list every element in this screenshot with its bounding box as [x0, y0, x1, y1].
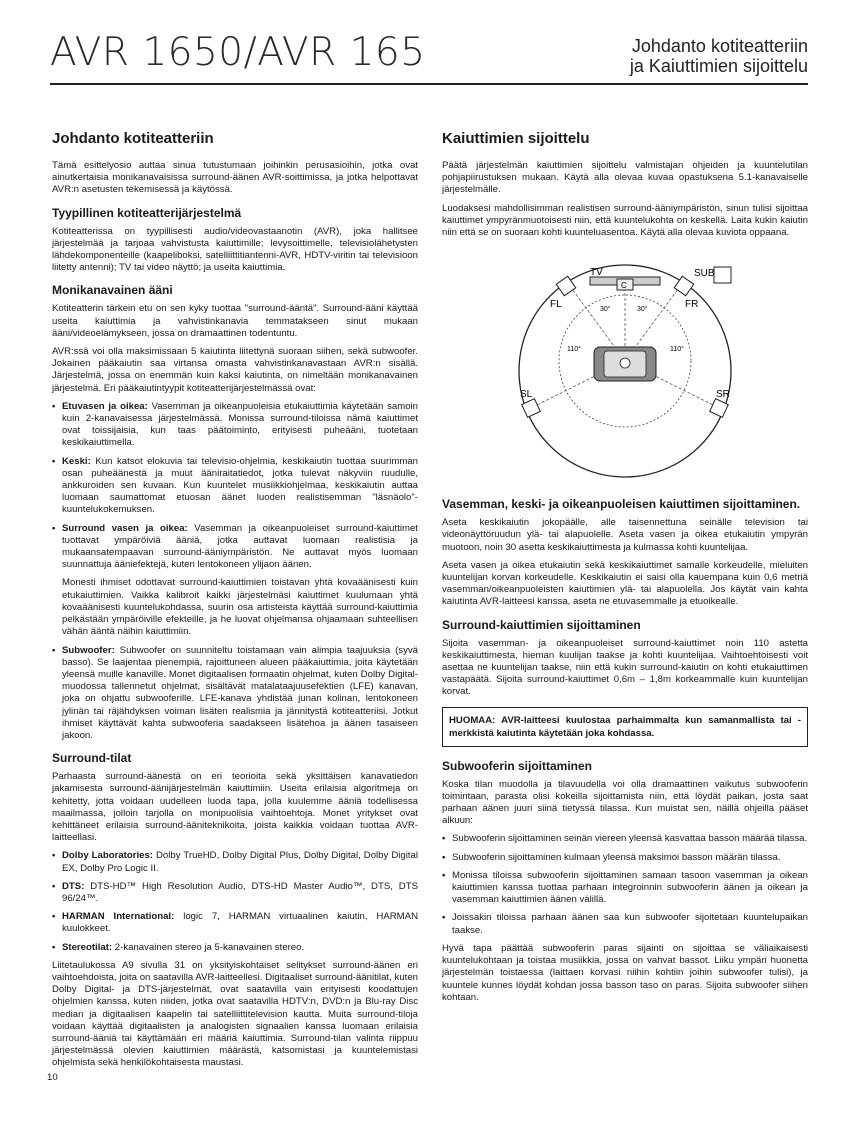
list-item-text: Kun katsot elokuvia tai televisio-ohjelmia, keskikaiutin tuottaa suurimman osan puheäänestä ja muut ääniraitatiedot, jotka tulevat näkyviin ruudulle, ankkuroiden sen kuvaan. Kun kuuntelet musiikkiohjelmaa, keskikaiutin auttaa luomaan saumattomat etuosan äänet luoden realistisemman "läsnäolo"-kuuntelukokemuksen. [62, 455, 418, 516]
list-item-text: logic 7, HARMAN virtuaalinen kaiutin, HARMAN kuulokkeet. [62, 911, 418, 935]
list-item [52, 645, 418, 743]
list-item-text: 2-kanavainen stereo ja 5-kanavainen stereo. [112, 941, 305, 953]
front-paragraph-1: Aseta keskikaiutin jokopäälle, alle taisennettuna seinälle television tai videonäyttöruudun ylä- tai alapuolelle. Aseta vasen ja oikea etukaiutin ympyrän muotoon, noin 30 asetta keskikaiuttimesta ja kulmassa kohti kuuntelijaa. [442, 517, 808, 553]
modes-paragraph-2: Liitetaulukossa A9 sivulla 31 on yksityiskohtaiset selitykset surround-äänen eri vaihtoehdoista, joita on saatavilla AVR-laitteellesi. Digitaaliset surround-äänitilat, kuten Dolby Digital- ja DTS-järjestelmät, ovat saatavilla vain erityisesti koodattujen ohjelmien kanssa, kuten niiden, jotka ovat saatavilla HDTV:n, DVD:n ja Blu-ray Disc median ja digitaalisen kaapelin tai satelliittitelevision kautta. Muita surround-tiloja voidaan käyttää digitaalisten ja analogisten signaalien kanssa luomaan erilaisia surround-ääniä tai käyttämään eri määriä kaiuttimia. Surround-tilan valinta riippuu järjestelmässä olevien kaiuttimien määrästä, katsomistasi ja kuuntelemistasi ohjelmista sekä henkilökohtaisesta maustasi. [52, 959, 418, 1069]
left-title: Johdanto kotiteatteriin [52, 130, 214, 147]
list-item-lead: DTS: [62, 880, 85, 892]
modes-list [52, 850, 418, 953]
section-header-line2: ja Kaiuttimien sijoittelu [629, 56, 808, 76]
section-header [630, 36, 808, 76]
model-title: AVR 1650/AVR 165 [50, 30, 426, 75]
typical-paragraph: Kotiteatterissa on tyypillisesti audio/videovastaanotin (AVR), joka hallitsee järjestelmää ja tarjoaa vahvistusta kaiuttimille; levysoittimelle, televisiolähetysten lähdekomponenteille (kaapeliboksi, satelliittitiantenni-AVR, HDTV-viritin tai televisioon liitetty antenni); TV tai video näyttö; ja useita kaiuttimia. [52, 225, 418, 274]
list-item-text: Vasemman ja oikeanpuoleisia etukaiuttimia käytetään samoin kuin 2-kanavaisessa järjestelmässä. Monissa surround-tiloissa nämä kaiuttimet ovat toissijaisia, kun taas päätoiminto, erityisesti puheääni, tuotetaan keskikaiuttimella. [62, 400, 419, 449]
list-item [52, 456, 418, 517]
list-item [52, 523, 418, 572]
listener-head [620, 358, 630, 368]
modes-heading: Surround-tilat [52, 751, 132, 766]
label-sl: SL [520, 389, 533, 401]
multi-paragraph-2: AVR:ssä voi olla maksimissaan 5 kaiutinta liitettynä suoraan siihen, sekä subwoofer. Jokainen pääkaiutin saa virtansa omasta vahvistinkanavastaan AVR:n sisällä. Järjestelmä, jossa on enemmän kuin kaksi kaiutinta, on nimeltään monikanavainen järjestelmä. Eri pääkaiutintyypit kotiteatterijärjestelmässä ovat: [52, 346, 418, 394]
list-item-lead: Subwoofer: [62, 644, 115, 656]
list-item: • Subwooferin sijoittaminen kulmaan yleensä maksimoi basson määrän tilassa. [442, 852, 808, 864]
label-angle-sl: 110° [567, 346, 581, 354]
sl-speaker [522, 399, 541, 418]
multi-heading: Monikanavainen ääni [52, 283, 173, 298]
list-item [52, 881, 418, 905]
label-angle-left: 30° [600, 306, 611, 314]
sr-speaker [710, 399, 729, 418]
sub-heading: Subwooferin sijoittaminen [442, 758, 593, 773]
label-tv: TV [590, 267, 603, 279]
page-number: 10 [47, 1072, 58, 1083]
speaker-placement-diagram [442, 249, 808, 481]
label-c: C [621, 281, 627, 291]
sub-list [442, 833, 808, 936]
right-title: Kaiuttimien sijoittelu [442, 130, 590, 147]
label-fr: FR [685, 299, 699, 311]
label-sub: SUB [694, 268, 715, 280]
right-column [442, 130, 808, 1010]
surround-paragraph: Sijoita vasemman- ja oikeanpuoleiset surround-kaiuttimet noin 110 astetta keskikaiuttimesta, hieman kuulijan taakse ja kohti kuuntelijaa. Vaihtoehtoisesti voit asettaa ne kuuntelijan taakse, niin että kukin surround-kaiutin on kohti etukaiuttimen vastapäätä. Sijoita surround-kaiuttimet 0,6m – 1,8m korkeammalle kuin kuuntelijan korvat. [442, 637, 808, 698]
list-item-text: Dolby TrueHD, Dolby Digital Plus, Dolby Digital, Dolby Digital EX, Dolby Pro Logic II. [62, 850, 418, 874]
front-paragraph-2: Aseta vasen ja oikea etukaiutin sekä keskikaiuttimet samalle korkeudelle, mieluiten kuuntelijan korvan korkeudelle. Keskikaiutin ei saisi olla kauempana kuin 0,6 metriä vasemman/oikeanpuoleisten kaiuttimien ylä- tai alapuolella. Jos käytät vain kahta kaiutinta AVR-laitteesi kanssa, aseta ne etuvasemmalle ja etuoikealle. [442, 559, 808, 608]
label-sr: SR [716, 389, 730, 401]
surround-heading: Surround-kaiuttimien sijoittaminen [442, 617, 641, 632]
list-item [52, 401, 418, 450]
list-item-text: DTS-HD™ High Resolution Audio, DTS-HD Master Audio™, DTS, DTS 96/24™. [62, 880, 418, 904]
modes-paragraph-1: Parhaasta surround-äänestä on eri teorioita sekä yksittäisen kanavatiedon jakamisesta surround-äänijärjestelmän kaiuttimiin. Useita erilaisia algoritmeja on kehitetty, jotta voidaan uudelleen luoda tapa, jolla kuulemme ääniä todellisessa maailmassa, jolloin tarjolla on monipuolisia vaihtoehtoja. Monet yritykset ovat kehittäneet erilaisia surround-ääniteknikoita, joista kaikkia voidaan tuottaa AVR-laitteellasi. [52, 771, 418, 844]
list-item-text: Vasemman ja oikeanpuoleiset surround-kaiuttimet tuottavat ympäröiviä ääniä, jotka auttavat luomaan realistisia ja mukaansatempaavan surround-ääniympäristön. Ne auttavat myös luomaan suunnattuja ääniefektejä, kuten lentokoneen ylijaon äänen. [62, 522, 418, 571]
list-item-lead: Dolby Laboratories: [62, 850, 153, 862]
label-angle-sr: 110° [670, 346, 684, 354]
list-item [52, 942, 418, 954]
note-box: HUOMAA: AVR-laitteesi kuulostaa parhaimmalta kun samanmallista tai -merkkistä kaiutinta käytetään joka kohdassa. [442, 707, 808, 747]
typical-heading: Tyypillinen kotiteatterijärjestelmä [52, 205, 242, 220]
label-angle-right: 30° [637, 306, 648, 314]
list-item: • Joissakin tiloissa parhaan äänen saa kun subwoofer sijoitetaan kuuntelupaikan taakse. [442, 912, 808, 936]
sub-paragraph-1: Koska tilan muodolla ja tilavuudella voi olla dramaattinen vaikutus subwooferin toimintaan, parasta olisi kokeilla sijoittamista niin, että löydät paikan, josta saat parhaan äänen juuri siinä tietyssä tilassa. Kun muistat sen, näillä ohjeilla pääset alkuun: [442, 778, 808, 827]
list-item [52, 850, 418, 874]
list-item-lead: Surround vasen ja oikea: [62, 522, 188, 534]
left-column [52, 130, 418, 1076]
front-heading: Vasemman, keski- ja oikeanpuoleisen kaiuttimen sijoittaminen. [442, 497, 801, 512]
list-item: • Monissa tiloissa subwooferin sijoittaminen samaan tasoon vasemman ja oikean kaiuttimien kanssa tuottaa parhaan integroinnin subwooferin äänen ja oikean ja vasemman kaiuttimien äänen välillä. [442, 870, 808, 907]
section-header-line1: Johdanto kotiteatteriin [631, 36, 808, 56]
list-item-lead: Stereotilat: [62, 941, 113, 953]
header-rule [50, 83, 808, 85]
list-item: • Subwooferin sijoittaminen seinän viereen yleensä kasvattaa basson määrää tilassa. [442, 833, 808, 845]
diagram-svg [442, 249, 808, 481]
sub-speaker [714, 267, 731, 283]
list-item [52, 911, 418, 935]
label-fl: FL [550, 299, 562, 311]
list-item-lead: HARMAN International: [62, 911, 175, 923]
subwoofer-list [52, 645, 418, 743]
placement-paragraph-1: Päätä järjestelmän kaiuttimien sijoittelu valmistajan ohjeiden ja kuuntelutilan pohjapiirustuksen mukaan. Käytä alla olevaa kuvaa opastuksena 5.1-kanavaiselle järjestelmälle. [442, 160, 808, 196]
surround-extra-paragraph: Monesti ihmiset odottavat surround-kaiuttimien toistavan yhtä kovaäänisesti kuin etukaiuttimien. Vaikka kalibroit kaikki järjestelmäsi kaiuttimet kuulumaan yhtä kovaäänisesti kuuntelukohdassa, suurin osa artisteista käyttää surround-kaiuttimia pelkästään ympäröiville efekteille, ja he luovat ohjelmansa ohjaamaan suhteellisen vähän ääntä näihin kaiuttimiin. [62, 577, 418, 638]
list-item-text: Subwoofer on suunniteltu toistamaan vain alimpia taajuuksia (syvä basso). Se laajentaa pienempiä, rajoittuneen alueen pääkaiuttimia, joita käytetään yleensä muille kanaville. Monet digitaalisen formaatin ohjelmat, kuten Dolby Digital-muodossa tallennetut ohjelmat, sisältävät matalataajuusefektien (LFE) kanavan, joka on ohjattu subwooferille. LFE-kanava yhdistää junan kolinan, lentokoneen jylinän tai räjähdyksen voiman lisäten realismia ja jännitystä kotiteatteriisi. Jotkut ihmiset käyttävät kahta subwooferia saadakseen lisätehoa ja äänen tasaiseen jakoon. [62, 644, 418, 741]
sub-paragraph-2: Hyvä tapa päättää subwooferin paras sijainti on sijoittaa se väliaikaisesti kuuntelukohtaan ja toistaa musiikkia, jossa on vahvat bassot. Liiku ympäri huonetta järjestelmän toistaessa (laittaen korvasi niihin kohtiin joihin subwoofer tulisi), ja kuuntele kunnes löydät kohdan jossa basson taso on paras. Sijoita subwoofer siihen kohtaan. [442, 942, 808, 1003]
list-item-lead: Etuvasen ja oikea: [62, 400, 148, 412]
list-item-lead: Keski: [62, 455, 91, 467]
multi-paragraph-1: Kotiteatterin tärkein etu on sen kyky tuottaa "surround-ääntä". Surround-ääni käyttää useita kaiuttimia ja vahvistinkanavia temmatakseen sinut mukaan ääni/videoelämykseen, jossa on dramaattinen todentuntu. [52, 303, 418, 339]
speaker-list [52, 401, 418, 572]
placement-paragraph-2: Luodaksesi mahdollisimman realistisen surround-ääniympäristön, sinun tulisi sijoittaa kaiuttimet ympyränmuotoisesti niin, että kuuntelukohta on keskellä. Laita kukin kaiutin niin että se on suoraan kohti kuunteluasentoa. Käytä alla olevaa kuviota oppaana. [442, 202, 808, 239]
intro-paragraph: Tämä esittelyosio auttaa sinua tutustumaan joihinkin perusasioihin, jotka ovat ainutkertaisia monikanavaisissa surround-äänen AVR-soittimissa, ja jotka helpottavat AVR:n asetusten tekemisessä ja käytössä. [52, 160, 418, 196]
